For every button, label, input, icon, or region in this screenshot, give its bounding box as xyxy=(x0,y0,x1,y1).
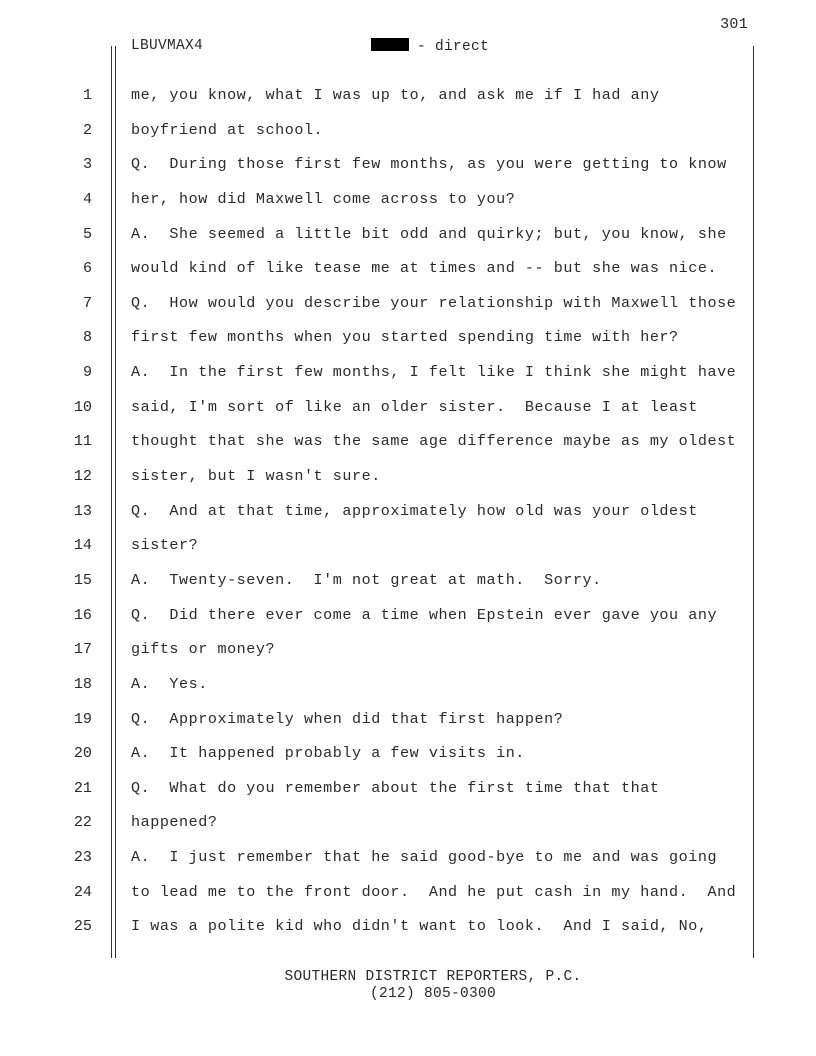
line-number: 1 xyxy=(82,86,92,104)
line-number: 25 xyxy=(73,917,92,936)
line-text: sister? xyxy=(131,536,199,555)
transcript-line xyxy=(0,286,816,321)
case-code: LBUVMAX4 xyxy=(131,38,204,54)
transcript-line xyxy=(0,771,816,806)
line-text: first few months when you started spending time with her? xyxy=(131,328,679,347)
page-footer xyxy=(0,969,816,1003)
line-number: 7 xyxy=(82,293,92,312)
line-number: 8 xyxy=(82,328,92,347)
witness-label xyxy=(371,38,489,55)
transcript-line xyxy=(0,459,816,494)
line-text: Q. What do you remember about the first time that that xyxy=(131,778,660,797)
line-number: 2 xyxy=(82,120,92,139)
examination-type: - direct xyxy=(417,39,490,55)
line-number: 14 xyxy=(73,536,92,555)
line-text: A. In the first few months, I felt like I think she might have xyxy=(131,363,737,382)
line-number: 10 xyxy=(73,397,92,416)
line-text: Q. And at that time, approximately how old was your oldest xyxy=(131,501,698,520)
line-number: 6 xyxy=(82,259,92,278)
line-number: 3 xyxy=(82,155,92,174)
line-number: 16 xyxy=(73,605,92,624)
line-text: said, I'm sort of like an older sister. Because I at least xyxy=(131,397,698,416)
line-number: 23 xyxy=(73,848,92,867)
line-text: Q. Approximately when did that first happen? xyxy=(131,709,564,728)
transcript-line xyxy=(0,598,816,633)
line-number: 4 xyxy=(82,189,92,208)
line-number: 13 xyxy=(73,501,92,520)
line-number: 5 xyxy=(82,224,92,243)
line-number: 9 xyxy=(82,363,92,382)
transcript-line xyxy=(0,632,816,667)
line-number: 15 xyxy=(73,570,92,589)
line-number: 22 xyxy=(73,813,92,832)
transcript-line xyxy=(0,355,816,390)
transcript-line xyxy=(0,736,816,771)
transcript-line xyxy=(0,251,816,286)
line-text: Q. During those first few months, as you were getting to know xyxy=(131,155,727,174)
transcript-line xyxy=(0,667,816,702)
line-number: 12 xyxy=(73,467,92,486)
transcript-line xyxy=(0,840,816,875)
transcript-header xyxy=(131,38,731,58)
transcript-line xyxy=(0,217,816,252)
line-text: Q. How would you describe your relationship with Maxwell those xyxy=(131,293,737,312)
transcript-line xyxy=(0,875,816,910)
transcript-line xyxy=(0,182,816,217)
line-number: 20 xyxy=(73,744,92,763)
transcript-line xyxy=(0,320,816,355)
line-text: I was a polite kid who didn't want to look. And I said, No, xyxy=(131,917,708,936)
line-text: A. Yes. xyxy=(131,674,208,693)
line-number: 17 xyxy=(73,640,92,659)
reporter-name: SOUTHERN DISTRICT REPORTERS, P.C. xyxy=(284,969,582,985)
transcript-line xyxy=(0,147,816,182)
line-number: 18 xyxy=(73,674,92,693)
redaction-block xyxy=(371,38,409,51)
line-text: boyfriend at school. xyxy=(131,120,324,139)
reporter-phone: (212) 805-0300 xyxy=(369,986,497,1002)
line-text: happened? xyxy=(131,813,218,832)
line-number: 24 xyxy=(73,882,92,901)
line-number: 21 xyxy=(73,778,92,797)
line-number: 11 xyxy=(73,432,92,451)
transcript-line xyxy=(0,390,816,425)
page-number: 301 xyxy=(720,16,748,33)
transcript-line xyxy=(0,702,816,737)
transcript-line xyxy=(0,494,816,529)
transcript-lines xyxy=(0,78,816,944)
transcript-line xyxy=(0,113,816,148)
transcript-line xyxy=(0,805,816,840)
line-text: her, how did Maxwell come across to you? xyxy=(131,189,516,208)
line-text: A. She seemed a little bit odd and quirky; but, you know, she xyxy=(131,224,727,243)
transcript-line xyxy=(0,78,816,113)
line-text: to lead me to the front door. And he put cash in my hand. And xyxy=(131,882,737,901)
line-text: A. I just remember that he said good-bye to me and was going xyxy=(131,848,718,867)
line-text: sister, but I wasn't sure. xyxy=(131,467,381,486)
transcript-line xyxy=(0,563,816,598)
line-text: A. Twenty-seven. I'm not great at math. Sorry. xyxy=(131,570,602,589)
line-text: gifts or money? xyxy=(131,640,276,659)
line-number: 19 xyxy=(73,709,92,728)
transcript-line xyxy=(0,424,816,459)
line-text: thought that she was the same age difference maybe as my oldest xyxy=(131,432,737,451)
line-text: me, you know, what I was up to, and ask me if I had any xyxy=(131,86,660,104)
line-text: would kind of like tease me at times and -- but she was nice. xyxy=(131,259,718,278)
line-text: A. It happened probably a few visits in. xyxy=(131,744,525,763)
transcript-line xyxy=(0,909,816,944)
line-text: Q. Did there ever come a time when Epstein ever gave you any xyxy=(131,605,718,624)
transcript-line xyxy=(0,528,816,563)
